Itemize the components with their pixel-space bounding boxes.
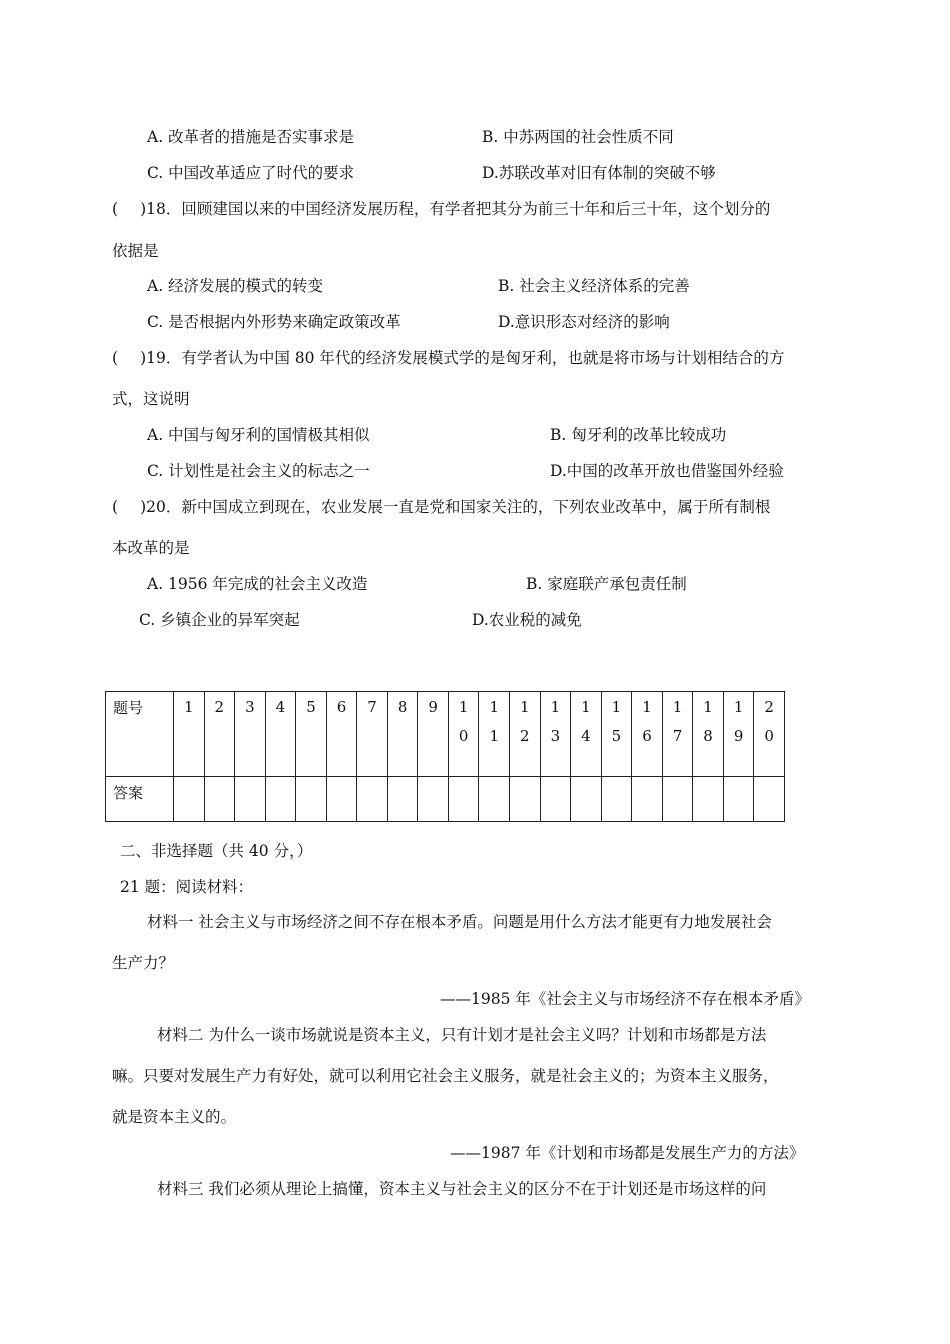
q18-option-c: C. 是否根据内外形势来确定政策改革 (147, 313, 401, 331)
q20-option-a: A. 1956 年完成的社会主义改造 (147, 575, 368, 593)
question-number-cell: 9 (418, 692, 449, 777)
question-number-cell: 1 0 (448, 692, 479, 777)
question-number-cell: 1 5 (601, 692, 632, 777)
answer-paren-close: ) (140, 200, 147, 218)
row-label-question-number: 题号 (106, 692, 174, 777)
material1-source: ——1985 年《社会主义与市场经济不存在根本矛盾》 (440, 990, 810, 1008)
q21-label: 21 题：阅读材料： (120, 878, 254, 896)
q17-option-b: B. 中苏两国的社会性质不同 (482, 128, 674, 146)
material2-line2: 嘛。只要对发展生产力有好处，就可以利用它社会主义服务，就是社会主义的；为资本主义服务， (112, 1067, 779, 1085)
q18-stem-text: 18．回顾建国以来的中国经济发展历程，有学者把其分为前三十年和后三十年，这个划分的 (146, 200, 771, 218)
q18-stem-line2: 依据是 (112, 242, 159, 260)
answer-cell[interactable] (510, 777, 541, 822)
answer-cell[interactable] (723, 777, 754, 822)
answer-row (106, 777, 785, 822)
question-number-cell: 1 4 (571, 692, 602, 777)
answer-paren-open: ( (112, 200, 119, 218)
answer-cell[interactable] (418, 777, 449, 822)
question-number-cell: 1 2 (510, 692, 541, 777)
answer-cell[interactable] (235, 777, 266, 822)
question-number-cell: 1 8 (693, 692, 724, 777)
q17-option-d: D.苏联改革对旧有体制的突破不够 (482, 164, 716, 182)
answer-cell[interactable] (296, 777, 327, 822)
material1-line2: 生产力？ (112, 954, 175, 972)
q20-stem-line2: 本改革的是 (112, 539, 190, 557)
q19-stem-text: 19．有学者认为中国 80 年代的经济发展模式学的是匈牙利，也就是将市场与计划相结合的方 (146, 349, 785, 367)
answer-cell[interactable] (204, 777, 235, 822)
q20-stem-text: 20．新中国成立到现在，农业发展一直是党和国家关注的，下列农业改革中，属于所有制根 (146, 498, 771, 516)
question-number-cell: 7 (357, 692, 388, 777)
answer-cell[interactable] (265, 777, 296, 822)
question-number-cell: 1 (174, 692, 205, 777)
question-number-row (106, 692, 785, 777)
q19-stem-line1 (112, 348, 784, 368)
q17-option-c: C. 中国改革适应了时代的要求 (147, 164, 355, 182)
answer-paren-close: ) (140, 498, 147, 516)
q18-stem-line1 (112, 199, 770, 219)
answer-cell[interactable] (571, 777, 602, 822)
answer-cell[interactable] (693, 777, 724, 822)
material1-line1: 材料一 社会主义与市场经济之间不存在根本矛盾。问题是用什么方法才能更有力地发展社会 (147, 913, 772, 931)
material2-source: ——1987 年《计划和市场都是发展生产力的方法》 (450, 1144, 805, 1162)
question-number-cell: 6 (326, 692, 357, 777)
question-number-cell: 1 6 (632, 692, 663, 777)
answer-paren-close: ) (140, 349, 147, 367)
answer-cell[interactable] (448, 777, 479, 822)
answer-cell[interactable] (662, 777, 693, 822)
answer-cell[interactable] (754, 777, 785, 822)
q20-option-b: B. 家庭联产承包责任制 (526, 575, 687, 593)
q18-option-a: A. 经济发展的模式的转变 (147, 277, 324, 295)
answer-cell[interactable] (387, 777, 418, 822)
material3-line1: 材料三 我们必须从理论上搞懂，资本主义与社会主义的区分不在于计划还是市场这样的问 (157, 1180, 767, 1198)
q17-option-a: A. 改革者的措施是否实事求是 (147, 128, 355, 146)
q19-option-b: B. 匈牙利的改革比较成功 (550, 426, 727, 444)
q19-option-a: A. 中国与匈牙利的国情极其相似 (147, 426, 370, 444)
q18-option-d: D.意识形态对经济的影响 (498, 313, 670, 331)
q20-stem-line1 (112, 497, 770, 517)
question-number-cell: 2 0 (754, 692, 785, 777)
answer-cell[interactable] (540, 777, 571, 822)
answer-cell[interactable] (601, 777, 632, 822)
question-number-cell: 1 9 (723, 692, 754, 777)
q20-option-c: C. 乡镇企业的异军突起 (139, 611, 300, 629)
question-number-cell: 1 7 (662, 692, 693, 777)
answer-cell[interactable] (632, 777, 663, 822)
question-number-cell: 8 (387, 692, 418, 777)
answer-paren-open: ( (112, 349, 119, 367)
material2-line1: 材料二 为什么一谈市场就说是资本主义，只有计划才是社会主义吗？计划和市场都是方法 (157, 1026, 767, 1044)
answer-cell[interactable] (326, 777, 357, 822)
question-number-cell: 1 1 (479, 692, 510, 777)
section2-heading: 二、非选择题（共 40 分，） (120, 842, 313, 860)
answer-paren-open: ( (112, 498, 119, 516)
question-number-cell: 2 (204, 692, 235, 777)
question-number-cell: 5 (296, 692, 327, 777)
q18-option-b: B. 社会主义经济体系的完善 (498, 277, 690, 295)
question-number-cell: 3 (235, 692, 266, 777)
q19-option-d: D.中国的改革开放也借鉴国外经验 (550, 462, 784, 480)
question-number-cell: 4 (265, 692, 296, 777)
q19-option-c: C. 计划性是社会主义的标志之一 (147, 462, 370, 480)
row-label-answer: 答案 (106, 777, 174, 822)
material2-line3: 就是资本主义的。 (112, 1108, 237, 1126)
q19-stem-line2: 式，这说明 (112, 390, 190, 408)
answer-table (105, 691, 785, 822)
q20-option-d: D.农业税的减免 (472, 611, 582, 629)
answer-cell[interactable] (174, 777, 205, 822)
answer-cell[interactable] (479, 777, 510, 822)
question-number-cell: 1 3 (540, 692, 571, 777)
answer-cell[interactable] (357, 777, 388, 822)
